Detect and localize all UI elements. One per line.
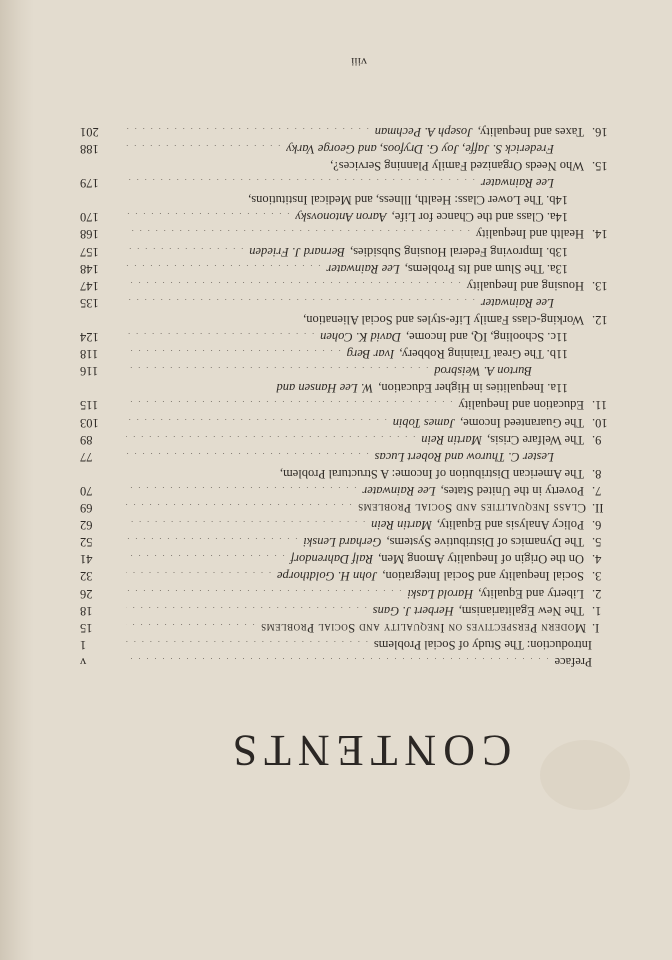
dot-leader [126, 207, 289, 225]
dot-leader [126, 242, 243, 260]
toc-entry-author: Frederick S. Jaffe, Joy G. Dryfoos, and George Varky [286, 142, 554, 156]
toc-entry-number: 11. [592, 398, 608, 413]
toc-entry-number: 7. [592, 484, 602, 498]
dot-leader [126, 498, 352, 516]
toc-entry [0, 260, 672, 277]
toc-entry [0, 397, 672, 414]
toc-entry-title: The American Distribution of Income: A Structural Problem, [279, 466, 584, 481]
toc-entry-page: 124 [80, 330, 99, 345]
toc-entry [0, 174, 672, 191]
toc-entry-page: 116 [80, 364, 99, 379]
dot-leader [126, 276, 461, 294]
toc-entry [0, 568, 672, 585]
toc-entry-page: 147 [80, 278, 99, 293]
toc-entry-text [122, 293, 554, 311]
toc-entry-page: 1 [80, 637, 87, 652]
toc-entry-page: 69 [80, 501, 93, 516]
dot-leader [126, 430, 415, 448]
dot-leader [126, 344, 341, 362]
toc-entry-text [122, 413, 584, 431]
toc-entry-number: I. [592, 620, 600, 635]
toc-entry-author: David K. Cohen [320, 330, 401, 345]
toc-entry-author: Martin Rein [421, 432, 482, 447]
toc-entry-text [122, 242, 568, 260]
toc-entry-title: 11a. Inequalities in Higher Education, [378, 381, 568, 396]
toc-entry-number: II. [592, 501, 604, 516]
dot-leader [126, 293, 475, 311]
toc-entry-author: Burton A. Weisbrod [434, 364, 532, 379]
toc-entry-author: Ralf Dahrendorf [290, 552, 374, 567]
toc-entry-title: Taxes and Inequality, [477, 124, 584, 139]
dot-leader [126, 396, 452, 414]
toc-entry-number: 15. [592, 159, 608, 174]
toc-entry-title: Working-class Family Life-styles and Social Alienation, [303, 313, 584, 327]
toc-entry-title: On the Origin of Inequality Among Men, [378, 552, 584, 567]
toc-entry-title: 13b. Improving Federal Housing Subsidies, [349, 244, 568, 259]
toc-entry-page: 179 [80, 176, 99, 191]
toc-entry-author: Ivar Berg [346, 347, 395, 362]
toc-entry-page: 70 [80, 484, 93, 498]
toc-entry-author: Lee Rainwater [480, 176, 554, 191]
toc-entry-author: Aaron Antonovsky [295, 210, 387, 225]
toc-entry-text [122, 447, 554, 465]
toc-entry-title: The Dynamics of Distributive Systems, [386, 535, 584, 550]
toc-entry [0, 345, 672, 362]
toc-entry-text [122, 276, 584, 294]
toc-entry-author: Lee Rainwater [326, 261, 400, 276]
dot-leader [126, 549, 285, 567]
toc-entry-text [122, 515, 584, 533]
toc-entry-number: 6. [592, 518, 602, 533]
toc-entry-title: Education and Inequality [458, 398, 584, 413]
toc-entry-page: 77 [80, 449, 93, 464]
toc-entry-number: 10. [592, 415, 608, 430]
toc-entry-text [122, 225, 584, 243]
toc-entry [0, 465, 672, 482]
dot-leader [126, 584, 401, 602]
toc-entry-title: 14b. The Lower Class: Health, Illness, and Medical Institutions, [248, 193, 568, 208]
dot-leader [126, 635, 368, 653]
dot-leader [126, 567, 271, 585]
toc-entry-title: 11b. The Great Training Robbery, [399, 347, 568, 362]
toc-entry-page: 41 [80, 552, 93, 567]
contents-heading: CONTENTS [225, 726, 512, 775]
toc-entry-page: 168 [80, 227, 99, 242]
toc-entry-number: 4. [592, 552, 602, 567]
toc-entry [0, 379, 672, 396]
toc-entry [0, 328, 672, 345]
toc-entry-title: Liberty and Equality, [478, 586, 584, 601]
toc-entry-text [122, 618, 586, 636]
toc-entry-author: Lee Rainwater [480, 295, 554, 310]
toc-entry-text [122, 139, 554, 157]
toc-entry-page: 135 [80, 295, 99, 310]
toc-entry-text [122, 311, 584, 328]
toc-entry [0, 533, 672, 550]
toc-entry-author: Harold Laski [407, 586, 474, 601]
toc-entry-text [122, 498, 586, 516]
dot-leader [126, 515, 365, 533]
toc-entry [0, 516, 672, 533]
dot-leader [126, 173, 475, 191]
toc-entry-title: 11c. Schooling, IQ, and Income, [406, 330, 568, 345]
toc-entry [0, 123, 672, 140]
toc-entry-title: Who Needs Organized Family Planning Services?, [330, 159, 584, 174]
toc-entry-page: v [80, 655, 87, 669]
toc-entry-number: 5. [592, 535, 602, 550]
toc-entry-title: Social Inequality and Social Integration, [382, 569, 584, 584]
dot-leader [126, 447, 369, 465]
toc-entry-page: 118 [80, 347, 99, 362]
toc-entry [0, 277, 672, 294]
toc-entry-text [122, 122, 584, 140]
toc-entry [0, 431, 672, 448]
toc-entry [0, 448, 672, 465]
toc-entry [0, 636, 672, 653]
dot-leader [126, 259, 320, 277]
toc-entry-author: Gerhard Lenski [303, 535, 382, 550]
toc-entry [0, 311, 672, 328]
toc-entry [0, 362, 672, 379]
toc-entry-title: Policy Analysis and Equality, [436, 518, 584, 533]
toc-entry [0, 550, 672, 567]
toc-entry-page: 32 [80, 569, 93, 584]
toc-entry [0, 602, 672, 619]
toc-entry-number: 8. [592, 466, 602, 481]
toc-entry-title: The New Egalitarianism, [458, 603, 584, 618]
toc-entry-number: 13. [592, 278, 608, 293]
toc-entry-text [122, 396, 584, 414]
toc-entry-text [122, 567, 584, 585]
dot-leader [126, 122, 369, 140]
toc-entry-author: W. Lee Hansen and [276, 381, 374, 396]
toc-entry-title: Housing and Inequality [466, 278, 584, 293]
toc-entry-page: 148 [80, 261, 99, 276]
toc-entry [0, 653, 672, 670]
toc-entry-text [122, 327, 568, 345]
dot-leader [126, 361, 428, 379]
toc-entry-text [122, 259, 568, 277]
toc-entry-text [122, 361, 532, 379]
toc-entry-title: 14a. Class and the Chance for Life, [391, 210, 568, 225]
toc-entry [0, 140, 672, 157]
toc-entry-number: 9. [592, 432, 602, 447]
toc-entry-number: 14. [592, 227, 608, 242]
dot-leader [126, 413, 387, 431]
toc-entry-title: 13a. The Slum and Its Problems, [404, 261, 568, 276]
toc-entry-page: 103 [80, 415, 99, 430]
toc-entry-author: Herbert J. Gans [372, 603, 454, 618]
toc-entry-page: 18 [80, 603, 93, 618]
toc-entry-author: Lester C. Thurow and Robert Lucas [374, 449, 554, 464]
toc-entry-page: 115 [80, 398, 99, 413]
toc-entry-text [122, 430, 584, 448]
toc-entry-page: 26 [80, 586, 93, 601]
toc-entry-page: 157 [80, 244, 99, 259]
toc-entry [0, 294, 672, 311]
dot-leader [126, 652, 549, 670]
toc-entry-text [122, 344, 568, 362]
toc-entry-title: The Welfare Crisis, [487, 432, 584, 447]
toc-entry-title: Preface [554, 655, 592, 669]
toc-entry-page: 52 [80, 535, 93, 550]
toc-entry-page: 15 [80, 620, 93, 635]
dot-leader [126, 532, 297, 550]
toc-entry-author: John H. Goldthorpe [276, 569, 378, 584]
toc-entry [0, 619, 672, 636]
toc-entry-author: Joseph A. Pechman [374, 124, 473, 139]
toc-entry-text [122, 584, 584, 602]
toc-entry-page: 201 [80, 124, 99, 139]
dot-leader [126, 481, 356, 499]
toc-entry-title: Introduction: The Study of Social Problems [373, 637, 592, 652]
toc-entry-text [122, 379, 568, 396]
toc-entry-page: 62 [80, 518, 93, 533]
toc-entry-title: Modern Perspectives on Inequality and Social Problems [260, 620, 586, 635]
toc-entry-text [122, 207, 568, 225]
toc-entry-title: Class Inequalities and Social Problems [357, 501, 586, 516]
toc-entry [0, 208, 672, 225]
toc-entry-text [122, 157, 584, 174]
toc-entry-text [122, 652, 592, 670]
toc-entry-page: 188 [80, 142, 99, 156]
dot-leader [126, 225, 470, 243]
toc-entry-number: 16. [592, 124, 608, 139]
toc-entry [0, 414, 672, 431]
toc-entry [0, 585, 672, 602]
toc-entry-title: The Guaranteed Income, [460, 415, 584, 430]
toc-entry-text [122, 549, 584, 567]
toc-entry-page: 170 [80, 210, 99, 225]
toc-entry-author: Bernard J. Frieden [249, 244, 345, 259]
toc-entry [0, 191, 672, 208]
toc-entry-text [122, 601, 584, 619]
toc-entry-text [122, 532, 584, 550]
toc-entry-author: Lee Rainwater [362, 484, 436, 498]
toc-entry [0, 243, 672, 260]
toc-entry-text [122, 481, 584, 499]
dot-leader [126, 327, 314, 345]
toc-entry-number: 1. [592, 603, 602, 618]
toc-entry [0, 226, 672, 243]
page-number: viii [351, 55, 368, 69]
toc-entry-text [122, 191, 568, 208]
toc-entry-author: Martin Rein [371, 518, 432, 533]
toc-entry [0, 482, 672, 499]
toc-entry-title: Health and Inequality [475, 227, 584, 242]
toc-entry-text [122, 173, 554, 191]
toc-entry-number: 2. [592, 586, 602, 601]
toc-entry-text [122, 465, 584, 482]
toc-entry-number: 12. [592, 313, 608, 327]
dot-leader [126, 618, 255, 636]
dot-leader [126, 601, 367, 619]
toc-entry-page: 89 [80, 432, 93, 447]
toc-entry-number: 3. [592, 569, 602, 584]
dot-leader [126, 139, 280, 157]
toc-entry-author: James Tobin [392, 415, 456, 430]
toc-entry [0, 499, 672, 516]
toc-entry [0, 157, 672, 174]
toc-entry-text [122, 635, 592, 653]
toc-entry-title: Poverty in the United States, [440, 484, 584, 498]
